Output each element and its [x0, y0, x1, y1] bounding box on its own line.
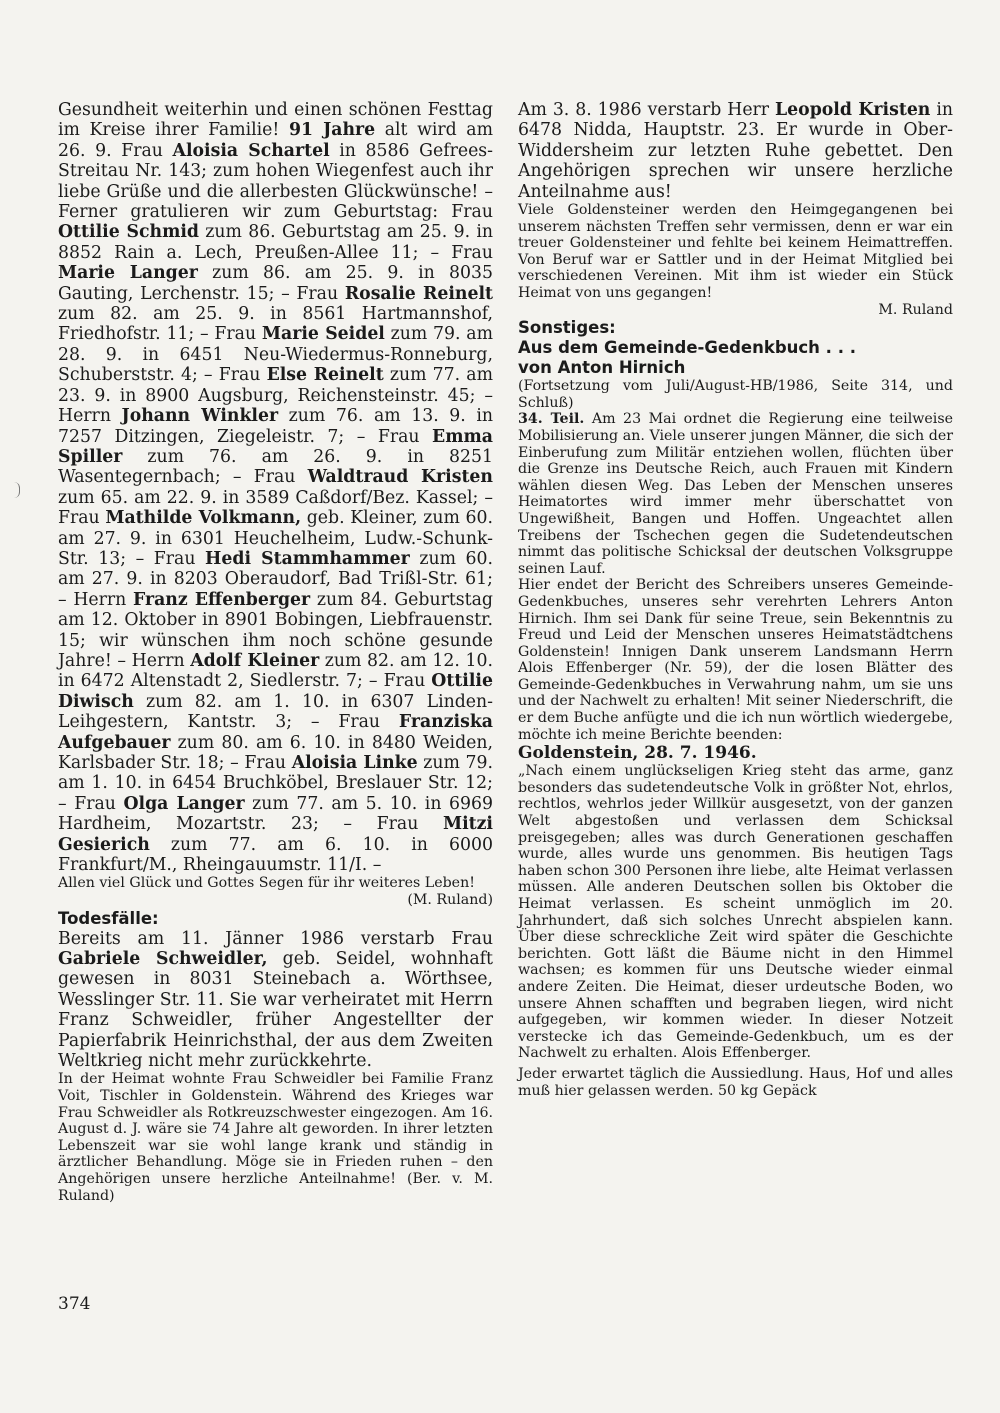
margin-mark: [14, 482, 20, 498]
right-column: [518, 100, 953, 1099]
left-column: [58, 100, 493, 1204]
article-title: Aus dem Gemeinde-Gedenkbuch . . .: [518, 338, 856, 358]
continuation-note: (Fortsetzung vom Juli/August-HB/1986, Seite 314, und Schluß): [518, 378, 953, 411]
closing-report-paragraph: Hier endet der Bericht des Schreibers unseres Gemeinde-Gedenkbuches, unseres sehr verehrten Lehrers Anton Hirnich. Ihm sei Dank für seine Treue, sein Bekenntnis zu Freud und Leid der Menschen unseres Heimatstädtchens Goldenstein! Innigen Dank unserem Landsmann Herrn Alois Effenberger (Nr. 59), der die losen Blätter des Gemeinde-Gedenkbuches in Verwahrung nahm, um sie uns und der Nachwelt zu erhalten! Mit seiner Niederschrift, die er dem Buche anfügte und die ich nun wörtlich wiedergebe, möchte ich meine Berichte beenden:: [518, 577, 953, 743]
todesfaelle-heading: Todesfälle:: [58, 908, 159, 928]
obituary-kristen: Am 3. 8. 1986 verstarb Herr Leopold Kristen in 6478 Nidda, Hauptstr. 23. Er wurde in Ober-Widdersheim zur letzten Ruhe gebettet. Den Angehörigen sprechen wir unsere herzliche Anteilnahme aus!: [518, 100, 953, 202]
obituary-kristen-detail: Viele Goldensteiner werden den Heimgegangenen bei unserem nächsten Treffen sehr vermissen, denn er war ein treuer Goldensteiner und fehlte bei keinem Heimattreffen. Von Beruf war er Sattler und in der Heimat Mitglied bei verschiedenen Vereinen. Mit ihm ist wieder ein Stück Heimat von uns gegangen!: [518, 202, 953, 301]
sonstiges-heading: Sonstiges:: [518, 318, 616, 338]
effenberger-quote: „Nach einem unglückseligen Krieg steht das arme, ganz besonders das sudetendeutsche Volk in größter Not, ehrlos, rechtlos, wehrlos jeder Willkür ausgesetzt, von der ganzen Welt abgestoßen und verlassen dem Schicksal preisgegeben; alles was durch Generationen geschaffen wurde, alles wurde uns genommen. Bis heutigen Tags haben schon 300 Personen ihre liebe, alte Heimat verlassen müssen. Alle anderen Deutschen sollen bis Oktober die Heimat verlassen. Es scheint unmöglich im 20. Jahrhundert, daß sich solches Unrecht abspielen kann. Über diese schreckliche Zeit wird später die Geschichte berichten. Gott läßt die Bäume nicht in den Himmel wachsen; es kommen für uns Deutsche wieder einmal andere Zeiten. Die Heimat, dieser urdeutsche Boden, wo unsere Ahnen schafften und begraben liegen, wird nicht aufgegeben, wir kommen wieder. In dieser Notzeit verstecke ich das Gemeinde-Gedenkbuch, um es der Nachwelt zu erhalten. Alois Effenberger.: [518, 763, 953, 1062]
blessing-signature: (M. Ruland): [407, 892, 493, 909]
date-heading: Goldenstein, 28. 7. 1946.: [518, 743, 757, 764]
part-34-paragraph: 34. Teil. Am 23 Mai ordnet die Regierung eine teilweise Mobilisierung an. Viele unserer jungen Männer, die sich der Einberufung zum Militär entziehen wollen, flüchten über die Grenze ins Deutsche Reich, auch Frauen mit Kindern wählen diesen Weg. Das Leben der Menschen unseres Heimatortes wird immer mehr überschattet von Ungewißheit, Bangen und Hoffen. Ungeachtet allen Treibens der Tschechen gegen die Sudetendeutschen nimmt das politische Schicksal der deutschen Volksgruppe seinen Lauf.: [518, 411, 954, 577]
obituary-schweidler-detail: In der Heimat wohnte Frau Schweidler bei Familie Franz Voit, Tischler in Goldenstein. Während des Krieges war Frau Schweidler als Rotkreuzschwester eingezogen. Am 16. August d. J. wäre sie 74 Jahre alt geworden. In ihrer letzten Lebenszeit war sie wohl lange krank und ständig in ärztlicher Behandlung. Möge sie in Frieden ruhen – den Angehörigen unsere herzliche Anteilnahme! (Ber. v. M. Ruland): [58, 1071, 493, 1204]
blessing-line: Allen viel Glück und Gottes Segen für ihr weiteres Leben!: [58, 875, 475, 892]
obituary-schweidler: Bereits am 11. Jänner 1986 verstarb Frau Gabriele Schweidler, geb. Seidel, wohnhaft gewesen in 8031 Steinebach a. Wörthsee, Wesslinger Str. 11. Sie war verheiratet mit Herrn Franz Schweidler, früher Angestellter der Papierfabrik Heinrichsthal, der aus dem Zweiten Weltkrieg nicht mehr zurückkehrte.: [58, 928, 493, 1072]
blessing-signature-row: [58, 892, 493, 909]
birthday-paragraph: Gesundheit weiterhin und einen schönen Festtag im Kreise ihrer Familie! 91 Jahre alt wird am 26. 9. Frau Aloisia Schartel in 8586 Gefrees-Streitau Nr. 143; zum hohen Wiegenfest auch ihr liebe Grüße und die allerbesten Glückwünsche! – Ferner gratulieren wir zum Geburtstag: Frau Ottilie Schmid zum 86. Geburtstag am 25. 9. in 8852 Rain a. Lech, Preußen-Allee 11; – Frau Marie Langer zum 86. am 25. 9. in 8035 Gauting, Lerchenstr. 15; – Frau Rosalie Reinelt zum 82. am 25. 9. in 8561 Hartmannshof, Friedhofstr. 11; – Frau Marie Seidel zum 79. am 28. 9. in 6451 Neu-Wiedermus-Ronneburg, Schuberststr. 4; – Frau Else Reinelt zum 77. am 23. 9. in 8900 Augsburg, Reichensteinstr. 45; – Herrn Johann Winkler zum 76. am 13. 9. in 7257 Ditzingen, Ziegeleistr. 7; – Frau Emma Spiller zum 76. am 26. 9. in 8251 Wasentegernbach; – Frau Waldtraud Kristen zum 65. am 22. 9. in 3589 Caßdorf/Bez. Kassel; – Frau Mathilde Volkmann, geb. Kleiner, zum 60. am 27. 9. in 6301 Heuchelheim, Ludw.-Schunk-Str. 13; – Frau Hedi Stammhammer zum 60. am 27. 9. in 8203 Oberaudorf, Bad Trißl-Str. 61; – Herrn Franz Effenberger zum 84. Geburtstag am 12. Oktober in 8901 Bobingen, Liebfrauenstr. 15; wir wünschen ihm noch schöne gesunde Jahre! – Herrn Adolf Kleiner zum 82. am 12. 10. in 6472 Altenstadt 2, Siedlerstr. 7; – Frau Ottilie Diwisch zum 82. am 1. 10. in 6307 Linden-Leihgestern, Kantstr. 3; – Frau Franziska Aufgebauer zum 80. am 6. 10. in 8480 Weiden, Karlsbader Str. 18; – Frau Aloisia Linke zum 79. am 1. 10. in 6454 Bruchköbel, Breslauer Str. 12; – Frau Olga Langer zum 77. am 5. 10. in 6969 Hardheim, Mozartstr. 23; – Frau Mitzi Gesierich zum 77. am 6. 10. in 6000 Frankfurt/M., Rheingauumstr. 11/I. –: [58, 100, 494, 876]
kristen-signature: M. Ruland: [878, 301, 953, 318]
article-author: von Anton Hirnich: [518, 358, 686, 378]
kristen-signature-row: [518, 302, 953, 319]
part-label: 34. Teil.: [518, 411, 585, 428]
page-number: 374: [58, 1294, 91, 1314]
expulsion-paragraph: Jeder erwartet täglich die Aussiedlung. Haus, Hof und alles muß hier gelassen werden. 50 kg Gepäck: [518, 1065, 953, 1099]
